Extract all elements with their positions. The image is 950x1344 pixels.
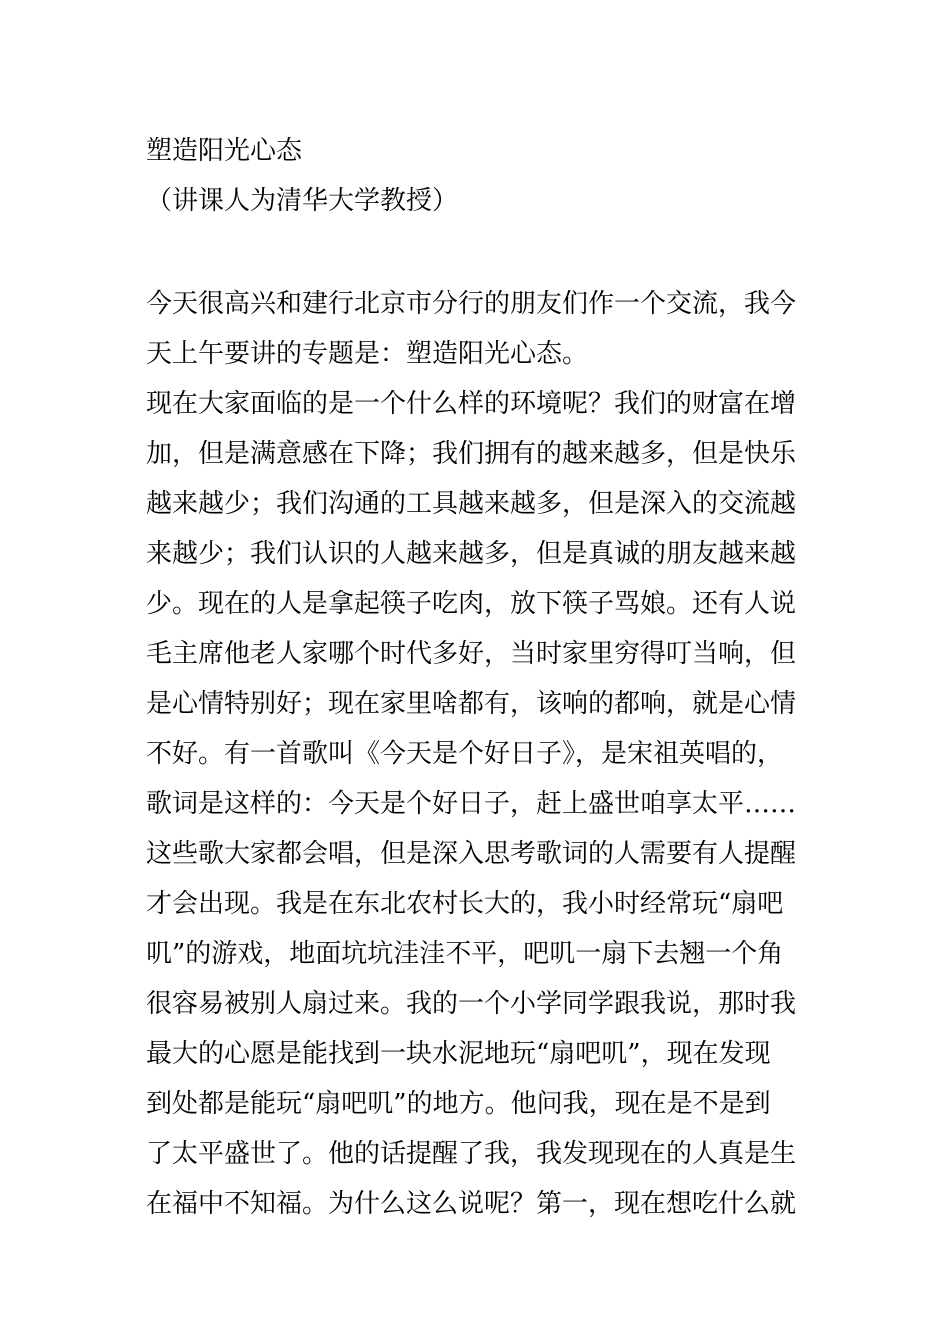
body-line: 最大的心愿是能找到一块水泥地玩“扇吧叽”，现在发现 xyxy=(146,1039,771,1069)
body-line: 到处都是能玩“扇吧叽”的地方。他问我，现在是不是到 xyxy=(146,1089,771,1119)
body-line: 才会出现。我是在东北农村长大的，我小时经常玩“扇吧 xyxy=(146,889,784,919)
body-line: 加，但是满意感在下降；我们拥有的越来越多，但是快乐 xyxy=(146,439,797,469)
document-title: 塑造阳光心态 xyxy=(146,136,303,166)
document-body xyxy=(146,279,812,1229)
body-line: 现在大家面临的是一个什么样的环境呢？我们的财富在增 xyxy=(146,389,797,419)
body-line: 来越少；我们认识的人越来越多，但是真诚的朋友越来越 xyxy=(146,539,797,569)
body-line: 很容易被别人扇过来。我的一个小学同学跟我说，那时我 xyxy=(146,989,797,1019)
body-line: 少。现在的人是拿起筷子吃肉，放下筷子骂娘。还有人说 xyxy=(146,589,797,619)
body-line: 歌词是这样的：今天是个好日子，赶上盛世咱享太平…… xyxy=(146,789,797,819)
body-line: 毛主席他老人家哪个时代多好，当时家里穷得叮当响，但 xyxy=(146,639,797,669)
body-line: 是心情特别好；现在家里啥都有，该响的都响，就是心情 xyxy=(146,689,797,719)
body-line: 越来越少；我们沟通的工具越来越多，但是深入的交流越 xyxy=(146,489,797,519)
body-line: 今天很高兴和建行北京市分行的朋友们作一个交流，我今 xyxy=(146,289,797,319)
body-line: 叽”的游戏，地面坑坑洼洼不平，吧叽一扇下去翘一个角 xyxy=(146,939,784,969)
body-line: 在福中不知福。为什么这么说呢？第一，现在想吃什么就 xyxy=(146,1189,797,1219)
body-line: 不好。有一首歌叫《今天是个好日子》，是宋祖英唱的， xyxy=(146,739,784,769)
body-line: 了太平盛世了。他的话提醒了我，我发现现在的人真是生 xyxy=(146,1139,797,1169)
document-subtitle: （讲课人为清华大学教授） xyxy=(146,186,459,216)
body-line: 这些歌大家都会唱，但是深入思考歌词的人需要有人提醒 xyxy=(146,839,797,869)
body-line: 天上午要讲的专题是：塑造阳光心态。 xyxy=(146,339,589,369)
